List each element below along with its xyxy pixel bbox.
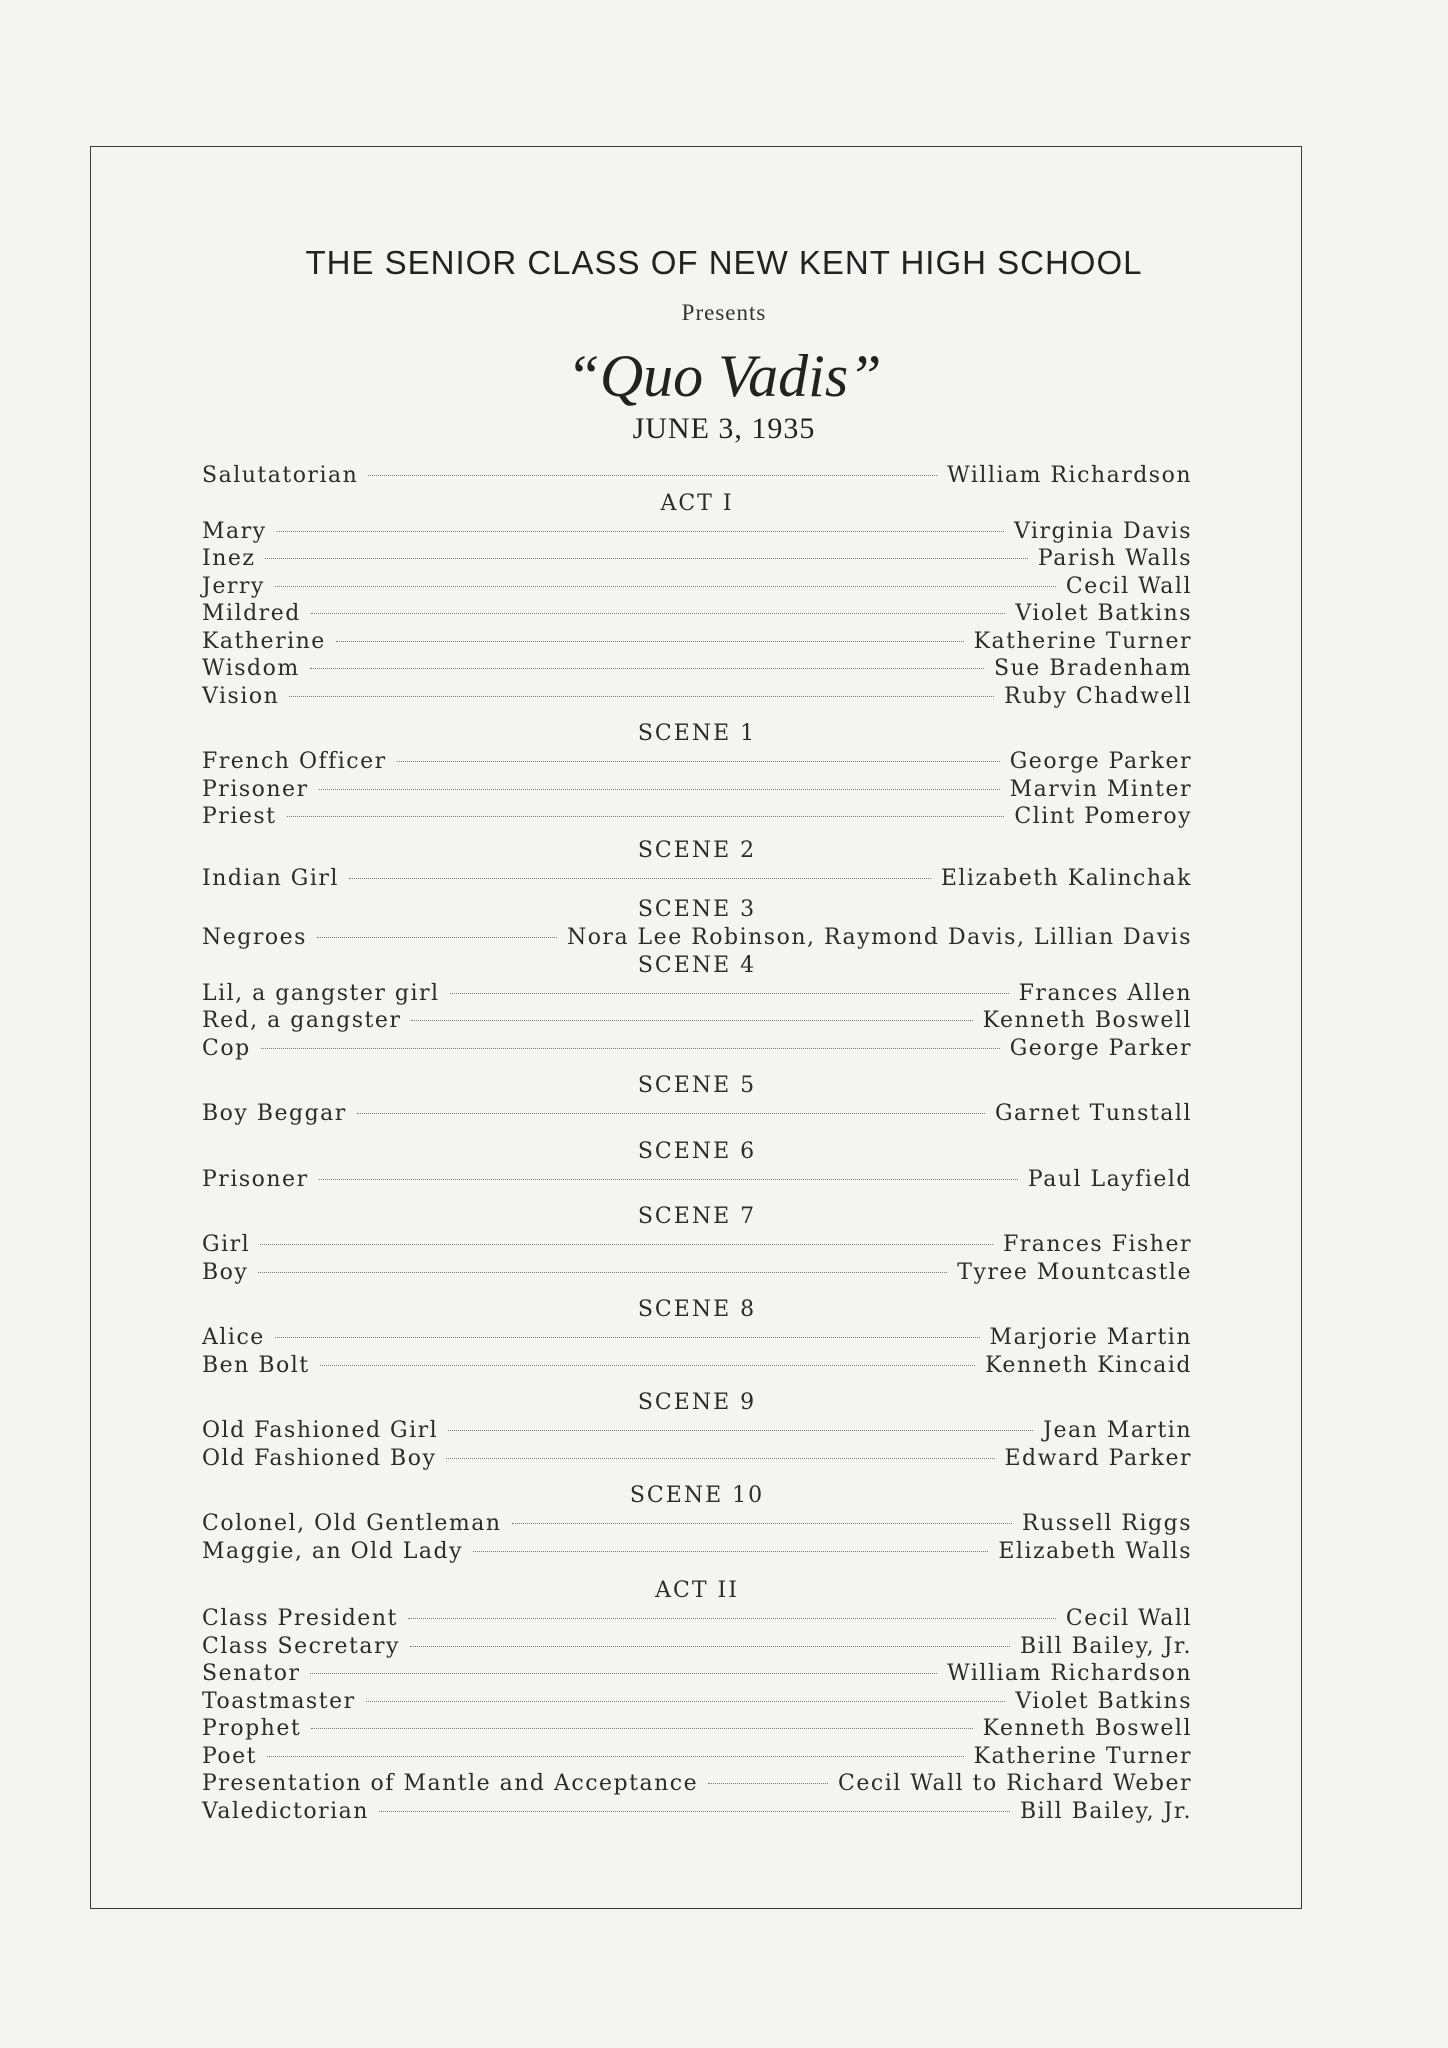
actor-name: Virginia Davis: [1014, 518, 1192, 544]
role-name: Negroes: [202, 925, 307, 950]
cast-row: [202, 1324, 1192, 1352]
cast-row: [202, 1770, 1192, 1798]
dot-leader: [311, 1728, 972, 1729]
actor-name: Jean Martin: [1043, 1418, 1192, 1443]
role-name: Old Fashioned Girl: [202, 1418, 439, 1443]
actor-name: Russell Riggs: [1022, 1511, 1192, 1536]
dot-leader: [366, 1701, 1006, 1702]
role-name: Red, a gangster: [202, 1008, 402, 1033]
actor-name: Frances Fisher: [1003, 1232, 1192, 1257]
cast-row: [202, 1007, 1192, 1035]
section-heading: ACT II: [655, 1578, 739, 1603]
actor-name: Kenneth Kincaid: [985, 1352, 1192, 1378]
dot-leader: [708, 1783, 828, 1784]
cast-row: [202, 1743, 1192, 1771]
actor-name: Cecil Wall: [1065, 573, 1192, 599]
cast-row: [202, 1538, 1192, 1566]
actor-name: Clint Pomeroy: [1014, 804, 1192, 829]
actor-name: Elizabeth Walls: [998, 1538, 1192, 1564]
cast-row: [202, 980, 1192, 1008]
cast-row: [202, 865, 1192, 893]
cast-row: [202, 803, 1192, 831]
role-name: Ben Bolt: [202, 1352, 310, 1378]
role-name: Prisoner: [202, 776, 309, 802]
cast-row: [202, 1259, 1192, 1287]
actor-name: Marjorie Martin: [989, 1325, 1192, 1350]
dot-leader: [411, 1020, 972, 1021]
role-name: Old Fashioned Boy: [202, 1445, 437, 1471]
cast-row: [202, 518, 1192, 546]
cast-row: [202, 1352, 1192, 1380]
role-name: Priest: [202, 804, 277, 829]
actor-name: Katherine Turner: [973, 1743, 1192, 1769]
actor-name: George Parker: [1009, 749, 1192, 774]
dot-leader: [267, 1756, 964, 1757]
section-heading: SCENE 5: [637, 1073, 757, 1098]
cast-row-salutatorian: [202, 462, 1192, 490]
dot-leader: [277, 531, 1004, 532]
dot-leader: [379, 1811, 1010, 1812]
role-name: Cop: [202, 1035, 251, 1061]
section-heading: SCENE 10: [629, 1483, 765, 1508]
cast-row: [202, 545, 1192, 573]
role-name: Boy: [202, 1259, 249, 1285]
dot-leader: [450, 993, 1009, 994]
cast-row: [202, 573, 1192, 601]
actor-name: Parish Walls: [1037, 546, 1192, 571]
actor-name: George Parker: [1009, 1035, 1192, 1061]
section-heading: SCENE 2: [637, 837, 757, 863]
section-heading: SCENE 6: [637, 1138, 757, 1164]
role-name: Alice: [202, 1325, 265, 1350]
dot-leader: [336, 641, 964, 642]
role-name: Class President: [202, 1606, 398, 1631]
section-spacer: [202, 1286, 1192, 1296]
school-title: THE SENIOR CLASS OF NEW KENT HIGH SCHOOL: [305, 244, 1143, 281]
role-name: Boy Beggar: [202, 1101, 347, 1126]
dot-leader: [446, 1458, 994, 1459]
cast-row: [202, 1688, 1192, 1716]
dot-leader: [357, 1113, 985, 1114]
dot-leader: [310, 1673, 937, 1674]
section-spacer: [202, 1565, 1192, 1577]
actor-name: Garnet Tunstall: [994, 1101, 1192, 1126]
cast-row: [202, 924, 1192, 952]
dot-leader: [311, 613, 1006, 614]
dot-leader: [310, 668, 984, 669]
dot-leader: [319, 789, 1000, 790]
dot-leader: [287, 816, 1005, 817]
role-name: Presentation of Mantle and Acceptance: [202, 1771, 699, 1796]
cast-row: [202, 1445, 1192, 1473]
dot-leader: [473, 1551, 988, 1552]
dot-leader: [397, 761, 1000, 762]
play-title: “Quo Vadis”: [566, 343, 882, 409]
dot-leader: [289, 696, 994, 697]
cast-row: [202, 600, 1192, 628]
cast-row: [202, 1166, 1192, 1194]
role-name: Wisdom: [202, 656, 300, 681]
actor-name: Cecil Wall to Richard Weber: [838, 1771, 1192, 1796]
role-name: Prisoner: [202, 1166, 309, 1192]
dot-leader: [265, 558, 1027, 559]
actor-name: Kenneth Boswell: [982, 1716, 1192, 1741]
role-name: Mildred: [202, 601, 301, 626]
role-name: Lil, a gangster girl: [202, 980, 440, 1006]
cast-row: [202, 1715, 1192, 1743]
actor-name: Marvin Minter: [1009, 776, 1192, 802]
dot-leader: [260, 1244, 993, 1245]
actor-name: Ruby Chadwell: [1004, 683, 1192, 709]
role-name: French Officer: [202, 749, 387, 774]
cast-list: [202, 462, 1192, 1825]
cast-row: [202, 776, 1192, 804]
cast-row: [202, 628, 1192, 656]
actor-name: Katherine Turner: [973, 628, 1192, 654]
dot-leader: [261, 1048, 1000, 1049]
dot-leader: [448, 1430, 1033, 1431]
cast-row: [202, 1035, 1192, 1063]
section-heading: SCENE 1: [637, 721, 757, 746]
cast-row: [202, 1231, 1192, 1259]
role-name: Mary: [202, 518, 267, 544]
dot-leader: [317, 937, 557, 938]
dot-leader: [512, 1523, 1013, 1524]
dot-leader: [258, 1272, 947, 1273]
role-name: Maggie, an Old Lady: [202, 1538, 464, 1564]
dot-leader: [408, 1618, 1056, 1619]
role-name: Katherine: [202, 628, 326, 654]
role-name: Poet: [202, 1743, 258, 1769]
role-name: Valedictorian: [202, 1798, 369, 1824]
role-name: Jerry: [202, 573, 265, 599]
section-spacer: [202, 710, 1192, 720]
section-spacer: [202, 1193, 1192, 1203]
role-name: Salutatorian: [202, 463, 359, 488]
dot-leader: [319, 1179, 1018, 1180]
section-spacer: [202, 1472, 1192, 1482]
section-spacer: [202, 1128, 1192, 1138]
actor-name: Bill Bailey, Jr.: [1019, 1633, 1192, 1659]
section-spacer: [202, 1379, 1192, 1389]
role-name: Indian Girl: [202, 865, 339, 891]
role-name: Toastmaster: [202, 1688, 356, 1714]
dot-leader: [275, 586, 1056, 587]
actor-name: Edward Parker: [1004, 1445, 1192, 1471]
cast-row: [202, 655, 1192, 683]
actor-name: Nora Lee Robinson, Raymond Davis, Lillian Davis: [566, 925, 1192, 950]
cast-row: [202, 1510, 1192, 1538]
role-name: Girl: [202, 1232, 251, 1257]
dot-leader: [368, 475, 937, 476]
role-name: Prophet: [202, 1716, 302, 1741]
role-name: Vision: [202, 683, 280, 709]
cast-row: [202, 683, 1192, 711]
cast-row: [202, 1798, 1192, 1826]
role-name: Senator: [202, 1661, 301, 1686]
dot-leader: [410, 1646, 1010, 1647]
cast-row: [202, 1417, 1192, 1445]
section-heading: SCENE 9: [637, 1390, 757, 1415]
section-heading: ACT I: [660, 490, 734, 516]
section-spacer: [202, 1062, 1192, 1072]
actor-name: Bill Bailey, Jr.: [1019, 1798, 1192, 1824]
cast-row: [202, 1605, 1192, 1633]
actor-name: Tyree Mountcastle: [957, 1259, 1192, 1285]
section-heading: SCENE 8: [637, 1297, 757, 1322]
cast-row: [202, 748, 1192, 776]
cast-row: [202, 1100, 1192, 1128]
section-heading: SCENE 4: [637, 952, 757, 978]
role-name: Class Secretary: [202, 1633, 400, 1659]
actor-name: Elizabeth Kalinchak: [940, 865, 1192, 891]
actor-name: William Richardson: [947, 463, 1192, 488]
cast-row: [202, 1633, 1192, 1661]
actor-name: Frances Allen: [1018, 980, 1192, 1006]
role-name: Colonel, Old Gentleman: [202, 1511, 502, 1536]
section-heading: SCENE 7: [637, 1204, 757, 1229]
performance-date: JUNE 3, 1935: [632, 412, 816, 445]
role-name: Inez: [202, 546, 256, 571]
actor-name: Violet Batkins: [1015, 601, 1192, 626]
dot-leader: [320, 1365, 975, 1366]
cast-row: [202, 1660, 1192, 1688]
actor-name: Kenneth Boswell: [982, 1008, 1192, 1033]
actor-name: William Richardson: [947, 1661, 1192, 1686]
presents-label: Presents: [681, 300, 767, 325]
actor-name: Paul Layfield: [1027, 1166, 1192, 1192]
actor-name: Cecil Wall: [1065, 1606, 1192, 1631]
section-heading: SCENE 3: [637, 897, 757, 922]
dot-leader: [275, 1337, 980, 1338]
actor-name: Violet Batkins: [1015, 1688, 1192, 1714]
dot-leader: [349, 878, 931, 879]
actor-name: Sue Bradenham: [994, 656, 1192, 681]
